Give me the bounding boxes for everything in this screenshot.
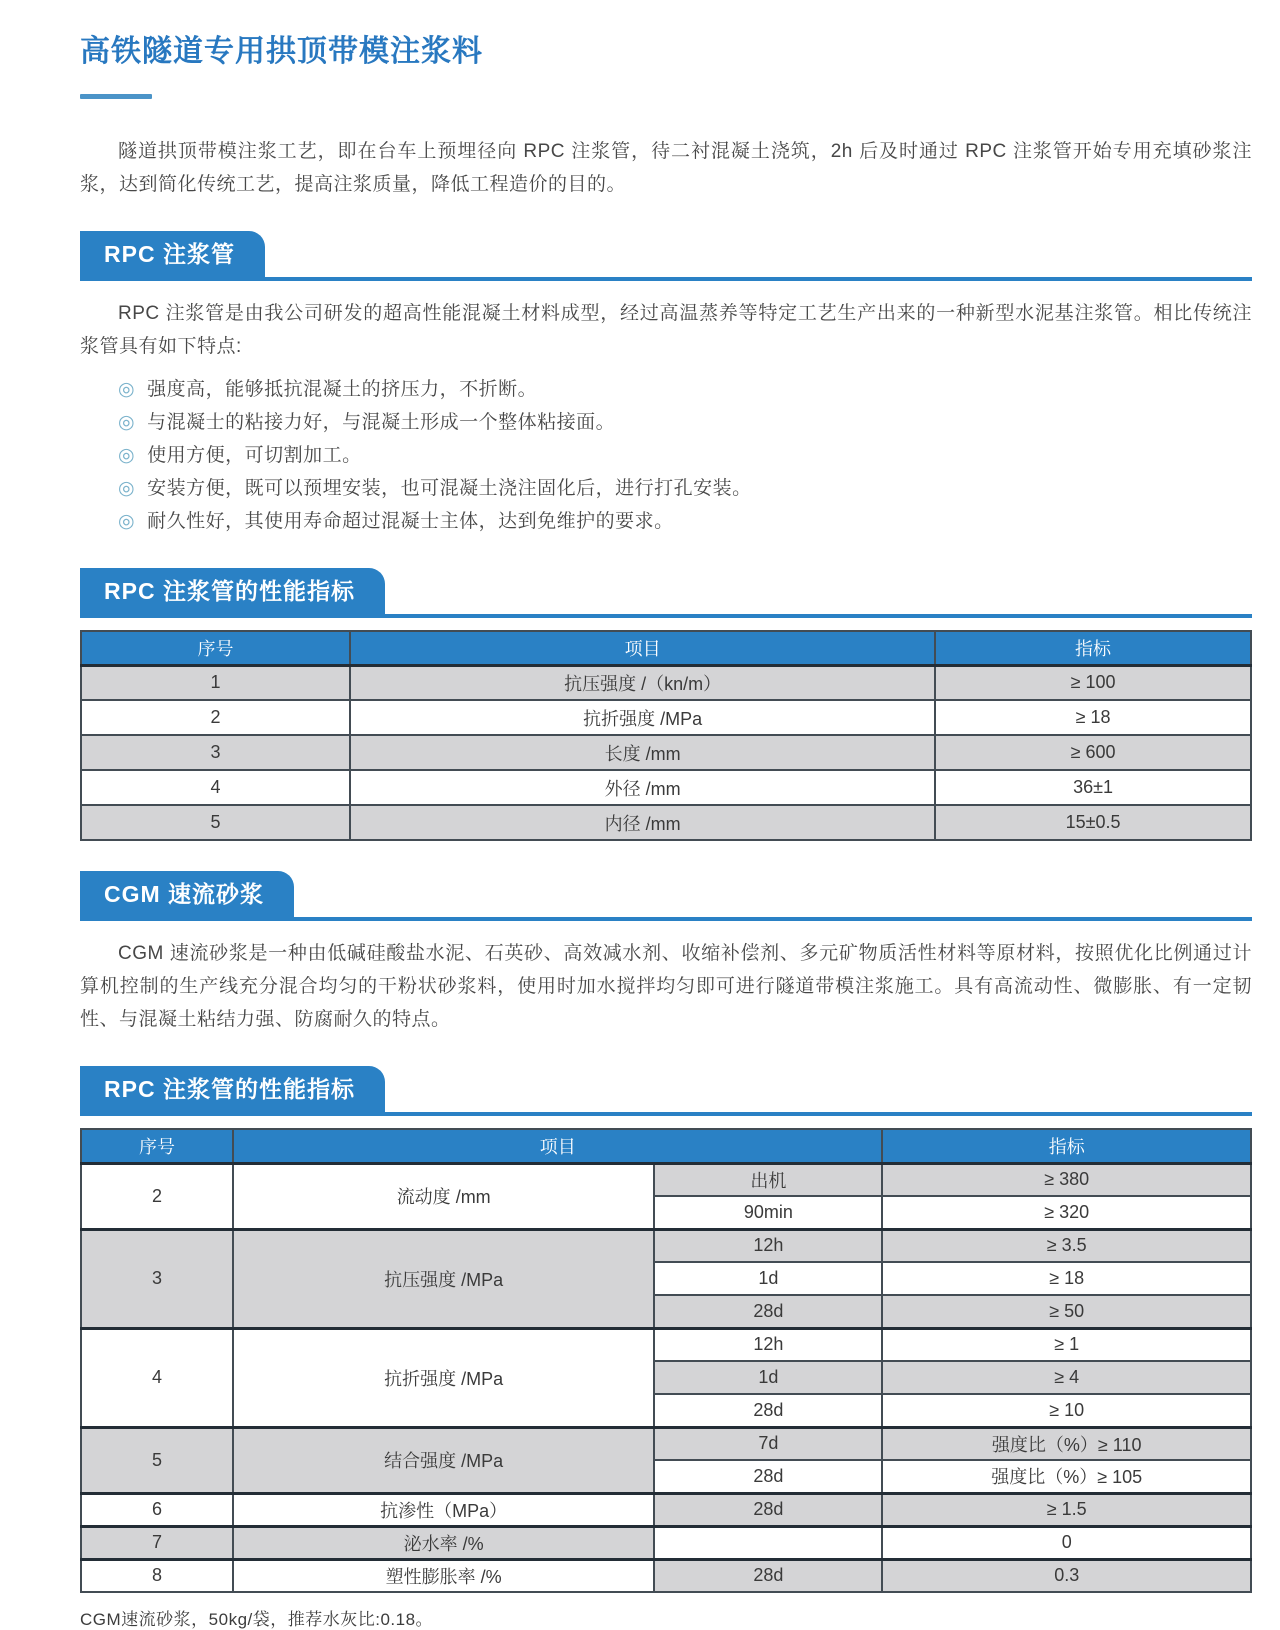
age-cell: 出机 xyxy=(654,1163,882,1196)
item-cell: 内径 /mm xyxy=(350,805,935,840)
col-header-no: 序号 xyxy=(81,1129,233,1163)
rpc-performance-table xyxy=(80,630,1252,841)
section-banner-tab: CGM 速流砂浆 xyxy=(80,871,294,917)
no-cell: 3 xyxy=(81,1229,233,1328)
item-cell: 抗渗性（MPa） xyxy=(233,1493,654,1526)
section-banner-tab: RPC 注浆管的性能指标 xyxy=(80,1066,385,1112)
circle-bullet-icon: ◎ xyxy=(118,477,136,499)
section-banner-cgm xyxy=(80,871,1252,921)
table-row xyxy=(81,1559,1251,1592)
age-cell: 90min xyxy=(654,1196,882,1229)
age-cell: 1d xyxy=(654,1262,882,1295)
value-cell: ≥ 320 xyxy=(882,1196,1251,1229)
age-cell: 28d xyxy=(654,1559,882,1592)
feature-text: 使用方便，可切割加工。 xyxy=(147,445,362,466)
circle-bullet-icon: ◎ xyxy=(118,444,136,466)
section-banner-tab: RPC 注浆管的性能指标 xyxy=(80,568,385,614)
feature-text: 耐久性好，其使用寿命超过混凝士主体，达到免维护的要求。 xyxy=(147,511,674,532)
age-cell: 28d xyxy=(654,1295,882,1328)
table-row xyxy=(81,1526,1251,1559)
no-cell: 5 xyxy=(81,1427,233,1493)
circle-bullet-icon: ◎ xyxy=(118,510,136,532)
age-cell: 28d xyxy=(654,1394,882,1427)
value-cell: ≥ 50 xyxy=(882,1295,1251,1328)
value-cell: ≥ 1 xyxy=(882,1328,1251,1361)
item-cell: 抗折强度 /MPa xyxy=(350,700,935,735)
no-cell: 4 xyxy=(81,1328,233,1427)
age-cell: 1d xyxy=(654,1361,882,1394)
section-banner-rpc-performance xyxy=(80,568,1252,618)
item-cell: 抗压强度 /MPa xyxy=(233,1229,654,1328)
table-header-row xyxy=(81,631,1251,665)
value-cell: ≥ 100 xyxy=(935,665,1251,700)
table-row xyxy=(81,1427,1251,1460)
list-item xyxy=(118,472,1252,505)
value-cell: 0 xyxy=(882,1526,1251,1559)
table-row xyxy=(81,1163,1251,1196)
page-title: 高铁隧道专用拱顶带模注浆料 xyxy=(80,35,483,68)
footnote: CGM速流砂浆，50kg/袋，推荐水灰比:0.18。 xyxy=(80,1610,434,1629)
cgm-performance-table xyxy=(80,1128,1252,1593)
cgm-intro-paragraph: CGM 速流砂浆是一种由低碱硅酸盐水泥、石英砂、高效减水剂、收缩补偿剂、多元矿物质活性材料等原材料，按照优化比例通过计算机控制的生产线充分混合均匀的干粉状砂浆料，使用时加水搅拌均匀即可进行隧道带模注浆施工。具有高流动性、微膨胀、有一定韧性、与混凝土粘结力强、防腐耐久的特点。 xyxy=(80,943,1252,1030)
table-row xyxy=(81,700,1251,735)
col-header-index: 指标 xyxy=(882,1129,1251,1163)
col-header-item: 项目 xyxy=(350,631,935,665)
section-banner-cgm-performance xyxy=(80,1066,1252,1116)
item-cell: 结合强度 /MPa xyxy=(233,1427,654,1493)
no-cell: 2 xyxy=(81,700,350,735)
table-row xyxy=(81,805,1251,840)
table-row xyxy=(81,770,1251,805)
age-cell: 28d xyxy=(654,1493,882,1526)
table-row xyxy=(81,1493,1251,1526)
age-cell: 12h xyxy=(654,1328,882,1361)
value-cell: ≥ 1.5 xyxy=(882,1493,1251,1526)
no-cell: 6 xyxy=(81,1493,233,1526)
value-cell: 强度比（%）≥ 110 xyxy=(882,1427,1251,1460)
item-cell: 抗折强度 /MPa xyxy=(233,1328,654,1427)
age-cell: 12h xyxy=(654,1229,882,1262)
item-cell: 泌水率 /% xyxy=(233,1526,654,1559)
col-header-index: 指标 xyxy=(935,631,1251,665)
list-item xyxy=(118,406,1252,439)
no-cell: 3 xyxy=(81,735,350,770)
intro-paragraph: 隧道拱顶带模注浆工艺，即在台车上预埋径向 RPC 注浆管，待二衬混凝土浇筑，2h 后及时通过 RPC 注浆管开始专用充填砂浆注浆，达到简化传统工艺，提高注浆质量，降低工程造价的目的。 xyxy=(80,141,1252,195)
value-cell: 15±0.5 xyxy=(935,805,1251,840)
item-cell: 抗压强度 /（kn/m） xyxy=(350,665,935,700)
list-item xyxy=(118,373,1252,406)
table-row xyxy=(81,665,1251,700)
item-cell: 长度 /mm xyxy=(350,735,935,770)
value-cell: 36±1 xyxy=(935,770,1251,805)
feature-text: 安装方便，既可以预埋安装，也可混凝土浇注固化后，进行打孔安装。 xyxy=(147,478,752,499)
value-cell: ≥ 18 xyxy=(935,700,1251,735)
value-cell: ≥ 10 xyxy=(882,1394,1251,1427)
table-row xyxy=(81,735,1251,770)
value-cell: 0.3 xyxy=(882,1559,1251,1592)
no-cell: 4 xyxy=(81,770,350,805)
col-header-item: 项目 xyxy=(233,1129,882,1163)
section-banner-rpc xyxy=(80,231,1252,281)
no-cell: 8 xyxy=(81,1559,233,1592)
value-cell: ≥ 4 xyxy=(882,1361,1251,1394)
list-item xyxy=(118,439,1252,472)
rpc-feature-list xyxy=(80,373,1252,538)
no-cell: 1 xyxy=(81,665,350,700)
no-cell: 2 xyxy=(81,1163,233,1229)
feature-text: 强度高，能够抵抗混凝土的挤压力，不折断。 xyxy=(147,379,538,400)
col-header-no: 序号 xyxy=(81,631,350,665)
circle-bullet-icon: ◎ xyxy=(118,411,136,433)
title-underline xyxy=(80,94,152,99)
value-cell: ≥ 18 xyxy=(882,1262,1251,1295)
age-cell xyxy=(654,1526,882,1559)
item-cell: 流动度 /mm xyxy=(233,1163,654,1229)
feature-text: 与混凝士的粘接力好，与混凝土形成一个整体粘接面。 xyxy=(147,412,616,433)
list-item xyxy=(118,505,1252,538)
rpc-intro-paragraph: RPC 注浆管是由我公司研发的超高性能混凝土材料成型，经过高温蒸养等特定工艺生产出来的一种新型水泥基注浆管。相比传统注浆管具有如下特点: xyxy=(80,303,1252,357)
value-cell: ≥ 3.5 xyxy=(882,1229,1251,1262)
item-cell: 塑性膨胀率 /% xyxy=(233,1559,654,1592)
value-cell: 强度比（%）≥ 105 xyxy=(882,1460,1251,1493)
value-cell: ≥ 380 xyxy=(882,1163,1251,1196)
table-header-row xyxy=(81,1129,1251,1163)
value-cell: ≥ 600 xyxy=(935,735,1251,770)
table-row xyxy=(81,1229,1251,1262)
table-row xyxy=(81,1328,1251,1361)
age-cell: 28d xyxy=(654,1460,882,1493)
no-cell: 5 xyxy=(81,805,350,840)
circle-bullet-icon: ◎ xyxy=(118,378,136,400)
section-banner-tab: RPC 注浆管 xyxy=(80,231,265,277)
no-cell: 7 xyxy=(81,1526,233,1559)
age-cell: 7d xyxy=(654,1427,882,1460)
item-cell: 外径 /mm xyxy=(350,770,935,805)
